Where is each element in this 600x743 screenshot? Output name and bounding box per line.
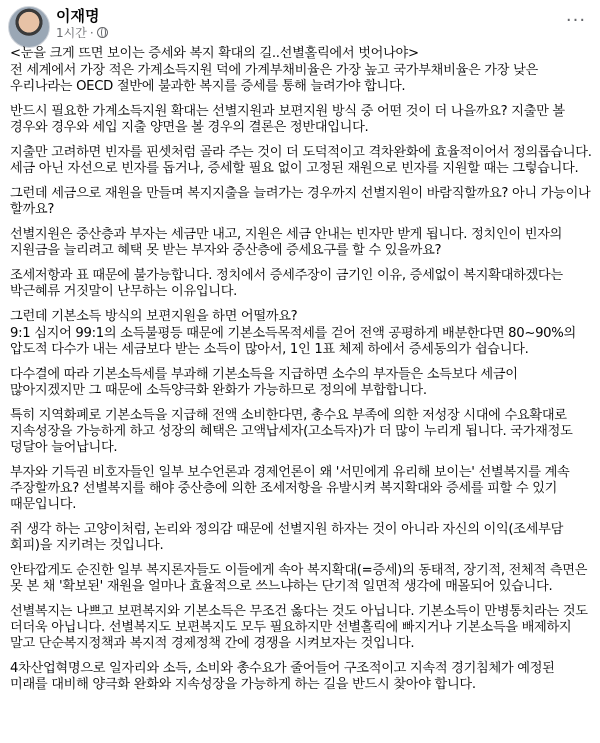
post-paragraph: 안타깝게도 순진한 일부 복지론자들도 이들에게 속아 복지확대(=증세)의 동태적, 장기적, 전체적 측면은 못 본 채 '확보된' 재원을 얼마나 효율적으로 쓰느냐하는 단기적 일면적 생각에 매몰되어 있습니다.: [10, 563, 588, 594]
post-paragraph: 전 세계에서 가장 적은 가계소득지원 덕에 가계부채비율은 가장 높고 국가부채비율은 가장 낮은 우리나라는 OECD 절반에 불과한 복지를 증세를 통해 늘려가야 합니다.: [10, 63, 538, 94]
post-paragraph: 그런데 기본소득 방식의 보편지원을 하면 어떨까요?: [10, 309, 298, 324]
post-paragraph: 부자와 기득권 비호자들인 일부 보수언론과 경제언론이 왜 '서민에게 유리해 보이는' 선별복지를 계속 주장할까요? 선별복지를 해야 중산층에 의한 조세저항을 유발시켜 복지확대와 증세를 피할 수 있기 때문입니다.: [10, 465, 570, 512]
more-options-icon[interactable]: ···: [565, 9, 587, 31]
post-title: <눈을 크게 뜨면 보이는 증세와 복지 확대의 길..선별홀릭에서 벗어나야>: [10, 46, 419, 61]
post-paragraph: 다수결에 따라 기본소득세를 부과해 기본소득을 지급하면 소수의 부자들은 소득보다 세금이 많아지겠지만 그 때문에 소득양극화 완화가 가능하므로 정의에 부합합니다.: [10, 367, 518, 398]
post-paragraph: 지출만 고려하면 빈자를 핀셋처럼 골라 주는 것이 더 도덕적이고 격차완화에 효율적이어서 정의롭습니다. 세금 아닌 자선으로 빈자를 돕거나, 증세할 필요 없이 고정된 재원으로 빈자를 지원할 때는 그렇습니다.: [10, 145, 592, 176]
author-name[interactable]: 이재명: [56, 7, 100, 25]
post-paragraph: 그런데 세금으로 재원을 만들며 복지지출을 늘려가는 경우까지 선별지원이 바람직할까요? 아니 가능이나 할까요?: [10, 186, 591, 217]
post-paragraph: 반드시 필요한 가계소득지원 확대는 선별지원과 보편지원 방식 중 어떤 것이 더 나을까요? 지출만 볼 경우와 경우와 세입 지출 양면을 볼 경우의 결론은 정반대입니다.: [10, 104, 565, 135]
post-paragraph: 선별복지는 나쁘고 보편복지와 기본소득은 무조건 옳다는 것도 아닙니다. 기본소득이 만병통치라는 것도 더더욱 아닙니다. 선별복지도 보편복지도 모두 필요하지만 선별홀릭에 빠지거나 기본소득을 배제하지 말고 단순복지정책과 복지적 경제정책 간에 경쟁을 시켜보자는 것입니다.: [10, 604, 588, 651]
author-avatar[interactable]: [8, 6, 50, 48]
globe-icon: [97, 27, 108, 38]
post-paragraph: 4차산업혁명으로 일자리와 소득, 소비와 총수요가 줄어들어 구조적이고 지속적 경기침체가 예정된 미래를 대비해 양극화 완화와 지속성장을 가능하게 하는 길을 반드시 찾아야 합니다.: [10, 661, 555, 692]
post-paragraph: 특히 지역화폐로 기본소득을 지급해 전액 소비한다면, 총수요 부족에 의한 저성장 시대에 수요확대로 지속성장을 가능하게 하고 성장의 혜택은 고액납세자(고소득자)가 더 많이 누리게 됩니다. 국가재정도 덩달아 늘어납니다.: [10, 408, 573, 455]
post-paragraph: 선별지원은 중산층과 부자는 세금만 내고, 지원은 세금 안내는 빈자만 받게 됩니다. 정치인이 빈자의 지원금을 늘리려고 혜택 못 받는 부자와 중산층에 증세요구를 할 수 있을까요?: [10, 227, 563, 258]
post-body: [10, 46, 592, 702]
post-meta: [56, 24, 108, 41]
post-paragraph: 9:1 심지어 99:1의 소득불평등 때문에 기본소득목적세를 걷어 전액 공평하게 배분한다면 80~90%의 압도적 다수가 내는 세금보다 받는 소득이 많아서, 1인 1표 체제 하에서 증세동의가 쉽습니다.: [10, 326, 576, 357]
post-paragraph: 조세저항과 표 때문에 불가능합니다. 정치에서 증세주장이 금기인 이유, 증세없이 복지확대하겠다는 박근혜류 거짓말이 난무하는 이유입니다.: [10, 268, 563, 299]
post-header: [0, 0, 600, 44]
meta-separator: ·: [89, 25, 94, 40]
post-time[interactable]: 1시간: [56, 26, 87, 40]
post-paragraph: 쥐 생각 하는 고양이처럼, 논리와 정의감 때문에 선별지원 하자는 것이 아니라 자신의 이익(조세부담 회피)을 지키려는 것입니다.: [10, 522, 564, 553]
